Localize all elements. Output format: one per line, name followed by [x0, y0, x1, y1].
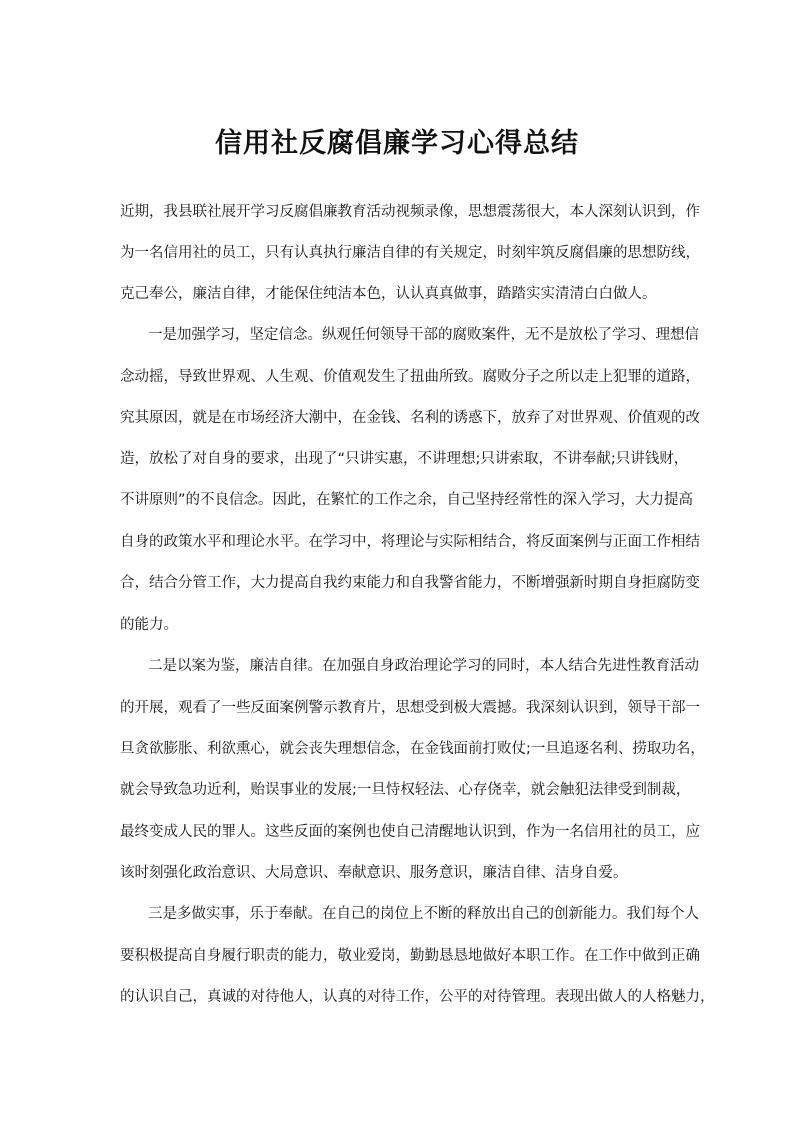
paragraph-1-line-2: 为一名信用社的员工，只有认真执行廉洁自律的有关规定，时刻牢筑反腐倡廉的思想防线，	[120, 245, 700, 261]
paragraph-4-line-2: 要积极提高自身履行职责的能力，敬业爱岗，勤勤恳恳地做好本职工作。在工作中做到正确	[120, 948, 700, 964]
paragraph-1-line-3: 克己奉公，廉洁自律，才能保住纯洁本色，认认真真做事，踏踏实实清清白白做人。	[120, 286, 657, 302]
paragraph-2-line-4: 造，放松了对自身的要求，出现了“只讲实惠，不讲理想;只讲索取，不讲奉献;只讲钱财，	[120, 451, 689, 467]
paragraph-4-line-1: 三是多做实事，乐于奉献。在自己的岗位上不断的释放出自己的创新能力。我们每个人	[148, 906, 699, 922]
paragraph-4-line-3: 的认识自己，真诚的对待他人，认真的对待工作，公平的对待管理。表现出做人的人格魅力，	[120, 989, 715, 1005]
paragraph-3-line-4: 就会导致急功近利，贻误事业的发展;一旦恃权轻法、心存侥幸，就会触犯法律受到制裁，	[120, 782, 691, 798]
paragraph-3-line-3: 旦贪欲膨胀、利欲熏心，就会丧失理想信念，在金钱面前打败仗;一旦追逐名利、捞取功名，	[120, 741, 705, 757]
document-title: 信用社反腐倡廉学习心得总结	[215, 128, 579, 159]
paragraph-3-line-2: 的开展，观看了一些反面案例警示教育片，思想受到极大震撼。我深刻认识到，领导干部一	[120, 700, 700, 716]
paragraph-2-line-1: 一是加强学习，坚定信念。纵观任何领导干部的腐败案件，无不是放松了学习、理想信	[148, 327, 699, 343]
paragraph-2-line-6: 自身的政策水平和理论水平。在学习中，将理论与实际相结合，将反面案例与正面工作相结	[120, 534, 700, 550]
paragraph-3-line-1: 二是以案为鉴，廉洁自律。在加强自身政治理论学习的同时，本人结合先进性教育活动	[148, 658, 699, 674]
paragraph-2-line-5: 不讲原则”的不良信念。因此，在繁忙的工作之余，自己坚持经常性的深入学习，大力提高	[120, 492, 694, 508]
paragraph-2-line-8: 的能力。	[120, 617, 178, 633]
paragraph-1-line-1: 近期，我县联社展开学习反腐倡廉教育活动视频录像，思想震荡很大，本人深刻认识到，作	[120, 204, 700, 220]
paragraph-2-line-3: 究其原因，就是在市场经济大潮中，在金钱、名利的诱惑下，放弃了对世界观、价值观的改	[120, 410, 700, 426]
paragraph-2-line-2: 念动摇，导致世界观、人生观、价值观发生了扭曲所致。腐败分子之所以走上犯罪的道路，	[120, 369, 700, 385]
paragraph-3-line-6: 该时刻强化政治意识、大局意识、奉献意识、服务意识，廉洁自律、洁身自爱。	[120, 865, 628, 881]
paragraph-2-line-7: 合，结合分管工作，大力提高自我约束能力和自我警省能力，不断增强新时期自身拒腐防变	[120, 575, 700, 591]
paragraph-3-line-5: 最终变成人民的罪人。这些反面的案例也使自己清醒地认识到，作为一名信用社的员工，应	[120, 824, 700, 840]
